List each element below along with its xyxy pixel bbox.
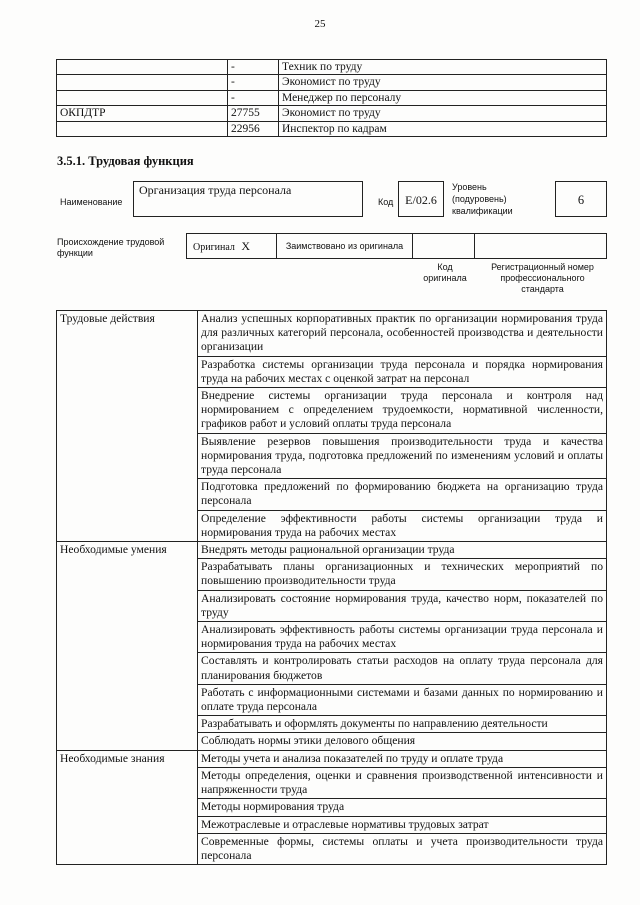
section-item: Разработка системы организации труда персонала и порядка нормирования труда на рабочих местах с оценкой затрат на персонал xyxy=(198,356,607,387)
classifier-row xyxy=(57,106,607,121)
section-item: Составлять и контролировать статьи расходов на оплату труда персонала для планирования бюджетов xyxy=(198,653,607,684)
classifier-cell-c1: ОКПДТР xyxy=(57,106,228,121)
classifier-row xyxy=(57,75,607,90)
caption-line: Код xyxy=(437,262,453,272)
classifier-cell-c2: - xyxy=(228,90,279,105)
section-item: Определение эффективности работы системы организации труда и нормирования труда на рабочих местах xyxy=(198,510,607,541)
registration-number-caption xyxy=(478,262,607,295)
section-item: Разрабатывать и оформлять документы по направлению деятельности xyxy=(198,716,607,733)
code-value: E/02.6 xyxy=(398,181,444,217)
page-number: 25 xyxy=(314,18,326,30)
caption-line: профессионального xyxy=(500,273,585,283)
classifier-cell-c2: - xyxy=(228,60,279,75)
level-value: 6 xyxy=(555,181,607,217)
name-label: Наименование xyxy=(60,197,123,207)
function-details-table xyxy=(56,310,607,865)
classifier-cell-c1 xyxy=(57,60,228,75)
detail-row xyxy=(57,750,607,767)
origin-table xyxy=(186,233,607,259)
section-category: Необходимые знания xyxy=(57,750,198,864)
code-label: Код xyxy=(378,197,394,207)
section-item: Современные формы, системы оплаты и учета производительности труда персонала xyxy=(198,833,607,864)
classifier-row xyxy=(57,60,607,75)
origin-code-cell xyxy=(413,234,475,258)
section-item: Внедрение системы организации труда персонала и контроля над нормированием с определением трудоемкости, нормативной численности, графиков работ и условий оплаты труда персонала xyxy=(198,388,607,434)
origin-label xyxy=(57,237,164,259)
origin-borrowed-cell: Заимствовано из оригинала xyxy=(277,234,413,258)
classifier-table xyxy=(56,59,607,137)
detail-row xyxy=(57,542,607,559)
section-category: Трудовые действия xyxy=(57,311,198,542)
origin-original-cell xyxy=(187,234,277,258)
section-item: Методы нормирования труда xyxy=(198,799,607,816)
classifier-cell-c1 xyxy=(57,75,228,90)
section-title: 3.5.1. Трудовая функция xyxy=(57,154,194,168)
level-label xyxy=(452,181,513,217)
classifier-cell-c3: Инспектор по кадрам xyxy=(279,121,607,136)
classifier-cell-c2: 27755 xyxy=(228,106,279,121)
classifier-cell-c3: Экономист по труду xyxy=(279,75,607,90)
level-label-line: (подуровень) xyxy=(452,194,507,204)
classifier-cell-c3: Техник по труду xyxy=(279,60,607,75)
caption-line: стандарта xyxy=(521,284,564,294)
origin-label-line: функции xyxy=(57,248,93,258)
classifier-cell-c1 xyxy=(57,121,228,136)
name-value: Организация труда персонала xyxy=(133,181,363,217)
section-item: Внедрять методы рациональной организации труда xyxy=(198,542,607,559)
section-item: Анализировать состояние нормирования труда, качество норм, показателей по труду xyxy=(198,590,607,621)
section-item: Выявление резервов повышения производительности труда и качества нормирования труда, подготовка предложений по изменениям условий и оплаты труда персонала xyxy=(198,433,607,479)
classifier-cell-c2: - xyxy=(228,75,279,90)
caption-line: Регистрационный номер xyxy=(491,262,594,272)
caption-line: оригинала xyxy=(423,273,467,283)
section-category: Необходимые умения xyxy=(57,542,198,751)
classifier-cell-c1 xyxy=(57,90,228,105)
section-item: Подготовка предложений по формированию бюджета на организацию труда персонала xyxy=(198,479,607,510)
level-label-line: квалификации xyxy=(452,206,513,216)
section-item: Методы определения, оценки и сравнения производственной интенсивности и напряженности труда xyxy=(198,767,607,798)
section-item: Разрабатывать планы организационных и технических мероприятий по повышению производительности труда xyxy=(198,559,607,590)
level-label-line: Уровень xyxy=(452,182,487,192)
classifier-cell-c3: Менеджер по персоналу xyxy=(279,90,607,105)
classifier-row xyxy=(57,121,607,136)
section-item: Межотраслевые и отраслевые нормативы трудовых затрат xyxy=(198,816,607,833)
section-item: Методы учета и анализа показателей по труду и оплате труда xyxy=(198,750,607,767)
section-item: Анализ успешных корпоративных практик по организации нормирования труда для различных категорий персонала, особенностей производства и деятельности организации xyxy=(198,311,607,357)
classifier-cell-c3: Экономист по труду xyxy=(279,106,607,121)
origin-original-label: Оригинал xyxy=(193,242,235,253)
section-item: Соблюдать нормы этики делового общения xyxy=(198,733,607,750)
section-item: Анализировать эффективность работы системы организации труда персонала и нормирования труда на рабочих местах xyxy=(198,622,607,653)
origin-label-line: Происхождение трудовой xyxy=(57,237,165,247)
original-code-caption xyxy=(412,262,478,284)
section-item: Работать с информационными системами и базами данных по нормированию и оплате труда персонала xyxy=(198,684,607,715)
origin-mark: X xyxy=(241,239,251,253)
classifier-cell-c2: 22956 xyxy=(228,121,279,136)
classifier-row xyxy=(57,90,607,105)
detail-row xyxy=(57,311,607,357)
